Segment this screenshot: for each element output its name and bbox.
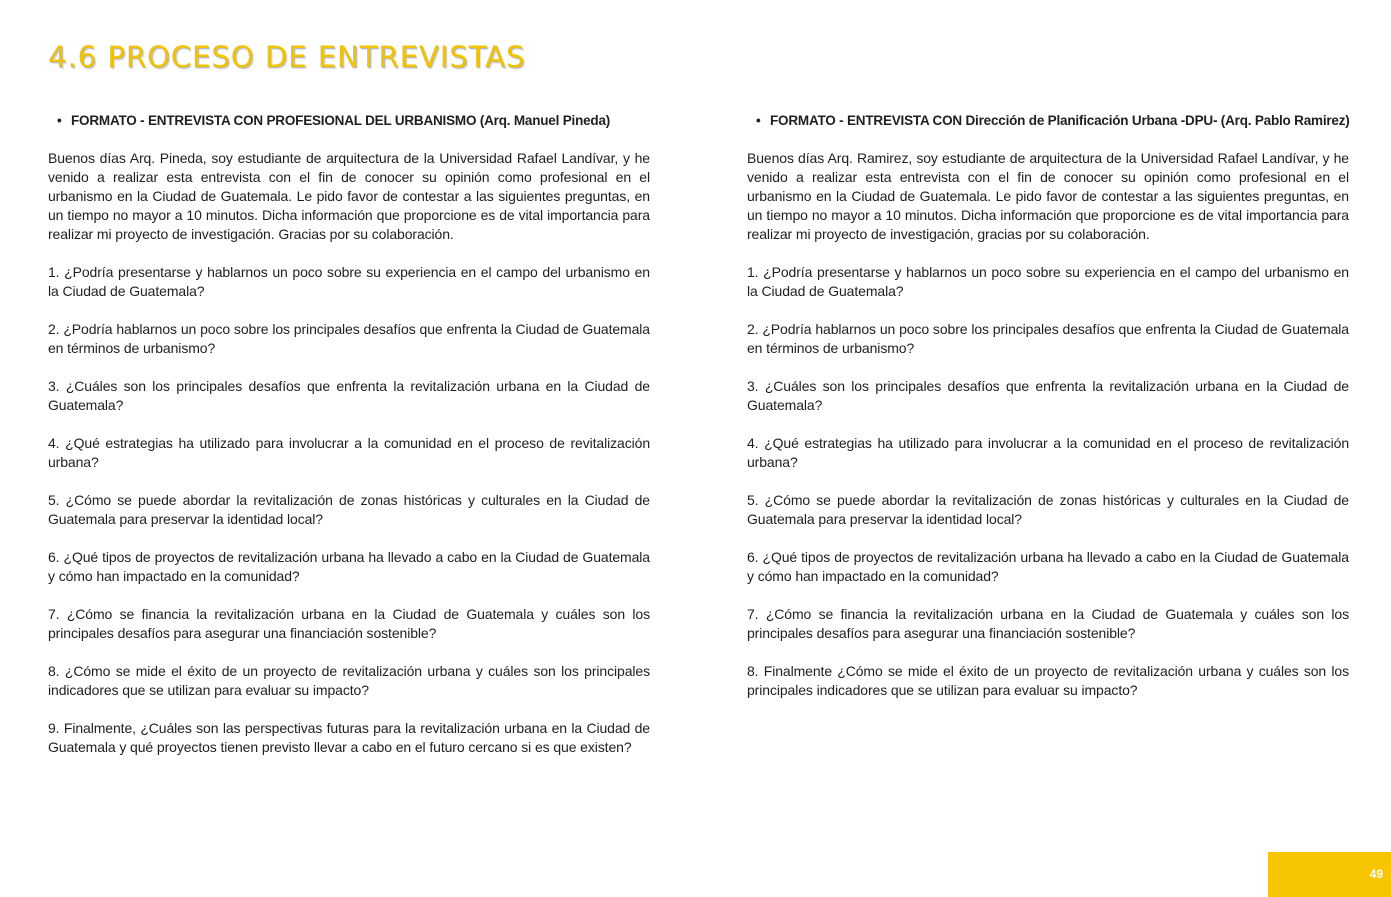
page-title: 4.6 PROCESO DE ENTREVISTAS	[48, 40, 526, 74]
page-number: 49	[1369, 867, 1383, 881]
question-6: 6. ¿Qué tipos de proyectos de revitalización urbana ha llevado a cabo en la Ciudad de Guatemala y cómo han impactado en la comunidad?	[48, 549, 650, 584]
heading-text: FORMATO - ENTREVISTA CON Dirección de Planificación Urbana -DPU- (Arq. Pablo Ramirez)	[770, 113, 1350, 128]
question-2: 2. ¿Podría hablarnos un poco sobre los principales desafíos que enfrenta la Ciudad de Guatemala en términos de urbanismo?	[747, 321, 1349, 356]
question-3: 3. ¿Cuáles son los principales desafíos que enfrenta la revitalización urbana en la Ciudad de Guatemala?	[48, 378, 650, 413]
interview-heading-right	[747, 111, 1349, 130]
bullet-icon: •	[756, 113, 761, 128]
intro-paragraph: Buenos días Arq. Ramirez, soy estudiante de arquitectura de la Universidad Rafael Landívar, y he venido a realizar esta entrevista con el fin de conocer su opinión como profesional en el urbanismo en la Ciudad de Guatemala. Le pido favor de contestar a las siguientes preguntas, en un tiempo no mayor a 10 minutos. Dicha información que proporcione es de vital importancia para realizar mi proyecto de investigación, gracias por su colaboración.	[747, 150, 1349, 242]
question-8: 8. ¿Cómo se mide el éxito de un proyecto de revitalización urbana y cuáles son los principales indicadores que se utilizan para evaluar su impacto?	[48, 663, 650, 698]
interview-heading-left	[48, 111, 650, 130]
bullet-icon: •	[57, 113, 62, 128]
intro-paragraph: Buenos días Arq. Pineda, soy estudiante de arquitectura de la Universidad Rafael Landívar, y he venido a realizar esta entrevista con el fin de conocer su opinión como profesional en el urbanismo en la Ciudad de Guatemala. Le pido favor de contestar a las siguientes preguntas, en un tiempo no mayor a 10 minutos. Dicha información que proporcione es de vital importancia para realizar mi proyecto de investigación. Gracias por su colaboración.	[48, 150, 650, 242]
question-1: 1. ¿Podría presentarse y hablarnos un poco sobre su experiencia en el campo del urbanismo en la Ciudad de Guatemala?	[48, 264, 650, 299]
question-4: 4. ¿Qué estrategias ha utilizado para involucrar a la comunidad en el proceso de revitalización urbana?	[747, 435, 1349, 470]
interview-column-right	[747, 111, 1349, 719]
question-5: 5. ¿Cómo se puede abordar la revitalización de zonas históricas y culturales en la Ciudad de Guatemala para preservar la identidad local?	[48, 492, 650, 527]
question-6: 6. ¿Qué tipos de proyectos de revitalización urbana ha llevado a cabo en la Ciudad de Guatemala y cómo han impactado en la comunidad?	[747, 549, 1349, 584]
question-7: 7. ¿Cómo se financia la revitalización urbana en la Ciudad de Guatemala y cuáles son los principales desafíos para asegurar una financiación sostenible?	[48, 606, 650, 641]
question-8: 8. Finalmente ¿Cómo se mide el éxito de un proyecto de revitalización urbana y cuáles son los principales indicadores que se utilizan para evaluar su impacto?	[747, 663, 1349, 698]
question-2: 2. ¿Podría hablarnos un poco sobre los principales desafíos que enfrenta la Ciudad de Guatemala en términos de urbanismo?	[48, 321, 650, 356]
page-number-badge	[1268, 852, 1391, 897]
question-3: 3. ¿Cuáles son los principales desafíos que enfrenta la revitalización urbana en la Ciudad de Guatemala?	[747, 378, 1349, 413]
heading-text: FORMATO - ENTREVISTA CON PROFESIONAL DEL URBANISMO (Arq. Manuel Pineda)	[71, 113, 611, 128]
question-9: 9. Finalmente, ¿Cuáles son las perspectivas futuras para la revitalización urbana en la Ciudad de Guatemala y qué proyectos tienen previsto llevar a cabo en el futuro cercano si es que existen?	[48, 720, 650, 755]
question-4: 4. ¿Qué estrategias ha utilizado para involucrar a la comunidad en el proceso de revitalización urbana?	[48, 435, 650, 470]
interview-column-left	[48, 111, 650, 776]
question-7: 7. ¿Cómo se financia la revitalización urbana en la Ciudad de Guatemala y cuáles son los principales desafíos para asegurar una financiación sostenible?	[747, 606, 1349, 641]
question-5: 5. ¿Cómo se puede abordar la revitalización de zonas históricas y culturales en la Ciudad de Guatemala para preservar la identidad local?	[747, 492, 1349, 527]
question-1: 1. ¿Podría presentarse y hablarnos un poco sobre su experiencia en el campo del urbanismo en la Ciudad de Guatemala?	[747, 264, 1349, 299]
